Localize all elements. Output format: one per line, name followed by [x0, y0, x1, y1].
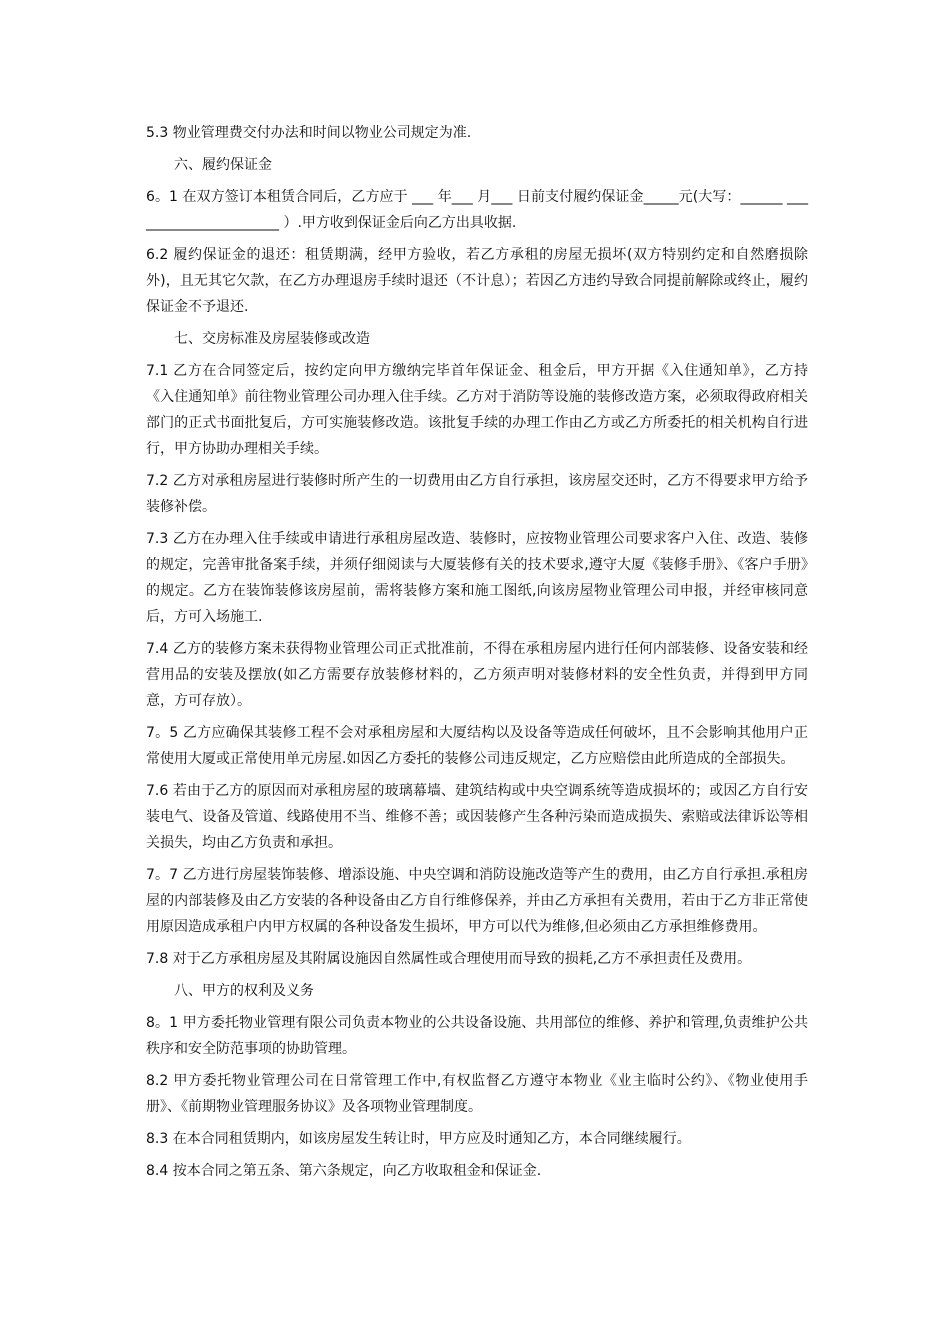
clause-6-2: 6.2 履约保证金的退还：租赁期满，经甲方验收，若乙方承租的房屋无损坏(双方特别约定和自然磨损除外)，且无其它欠款，在乙方办理退房手续时退还（不计息）；若因乙方违约导致合同提前解除或终止，履约保证金不予退还.: [146, 247, 808, 315]
clause-8-1: 8。1 甲方委托物业管理有限公司负责本物业的公共设备设施、共用部位的维修、养护和管理,负责维护公共秩序和安全防范事项的协助管理。: [146, 1015, 808, 1057]
clause-7-8: 7.8 对于乙方承租房屋及其附属设施因自然属性或合理使用而导致的损耗,乙方不承担责任及费用。: [146, 951, 752, 967]
clause-5-3: 5.3 物业管理费交付办法和时间以物业公司规定为准.: [146, 125, 472, 141]
clause-7-2: 7.2 乙方对承租房屋进行装修时所产生的一切费用由乙方自行承担，该房屋交还时，乙方不得要求甲方给予装修补偿。: [146, 473, 808, 515]
clause-7-7: 7。7 乙方进行房屋装饰装修、增添设施、中央空调和消防设施改造等产生的费用，由乙方自行承担.承租房屋的内部装修及由乙方安装的各种设备由乙方自行维修保养，并由乙方承担有关费用，若由于乙方非正常使用原因造成承租户内甲方权属的各种设备发生损坏，甲方可以代为维修,但必须由乙方承担维修费用。: [146, 867, 808, 935]
clause-8-4: 8.4 按本合同之第五条、第六条规定，向乙方收取租金和保证金.: [146, 1163, 542, 1179]
clause-6-1: 6。1 在双方签订本租赁合同后，乙方应于 ___ 年___ 月___ 日前支付履约保证金_____元(大写：______ ______________________ ）.甲方收到保证金后向乙方出具收据.: [146, 189, 808, 231]
section-heading-7: 七、交房标准及房屋装修或改造: [174, 331, 370, 347]
clause-7-4: 7.4 乙方的装修方案未获得物业管理公司正式批准前，不得在承租房屋内进行任何内部装修、设备安装和经营用品的安装及摆放(如乙方需要存放装修材料的，乙方须声明对装修材料的安全性负责，并得到甲方同意，方可存放）。: [146, 641, 808, 709]
section-heading-6: 六、履约保证金: [174, 157, 272, 173]
clause-8-3: 8.3 在本合同租赁期内，如该房屋发生转让时，甲方应及时通知乙方，本合同继续履行。: [146, 1131, 691, 1147]
clause-7-6: 7.6 若由于乙方的原因而对承租房屋的玻璃幕墙、建筑结构或中央空调系统等造成损坏的；或因乙方自行安装电气、设备及管道、线路使用不当、维修不善；或因装修产生各种污染而造成损失、索赔或法律诉讼等相关损失，均由乙方负责和承担。: [146, 783, 808, 851]
clause-7-1: 7.1 乙方在合同签定后，按约定向甲方缴纳完毕首年保证金、租金后，甲方开据《入住通知单》，乙方持《入住通知单》前往物业管理公司办理入住手续。乙方对于消防等设施的装修改造方案，必须取得政府相关部门的正式书面批复后，方可实施装修改造。该批复手续的办理工作由乙方或乙方所委托的相关机构自行进行，甲方协助办理相关手续。: [146, 363, 808, 457]
clause-7-5: 7。5 乙方应确保其装修工程不会对承租房屋和大厦结构以及设备等造成任何破坏，且不会影响其他用户正常使用大厦或正常使用单元房屋.如因乙方委托的装修公司违反规定，乙方应赔偿由此所造成的全部损失。: [146, 725, 808, 767]
section-heading-8: 八、甲方的权利及义务: [174, 983, 314, 999]
document-body: [146, 120, 808, 1184]
clause-7-3: 7.3 乙方在办理入住手续或申请进行承租房屋改造、装修时，应按物业管理公司要求客户入住、改造、装修的规定，完善审批备案手续，并须仔细阅读与大厦装修有关的技术要求,遵守大厦《装修手册》、《客户手册》的规定。乙方在装饰装修该房屋前，需将装修方案和施工图纸,向该房屋物业管理公司申报，并经审核同意后，方可入场施工.: [146, 531, 808, 625]
clause-8-2: 8.2 甲方委托物业管理公司在日常管理工作中,有权监督乙方遵守本物业《业主临时公约》、《物业使用手册》、《前期物业管理服务协议》及各项物业管理制度。: [146, 1073, 808, 1115]
